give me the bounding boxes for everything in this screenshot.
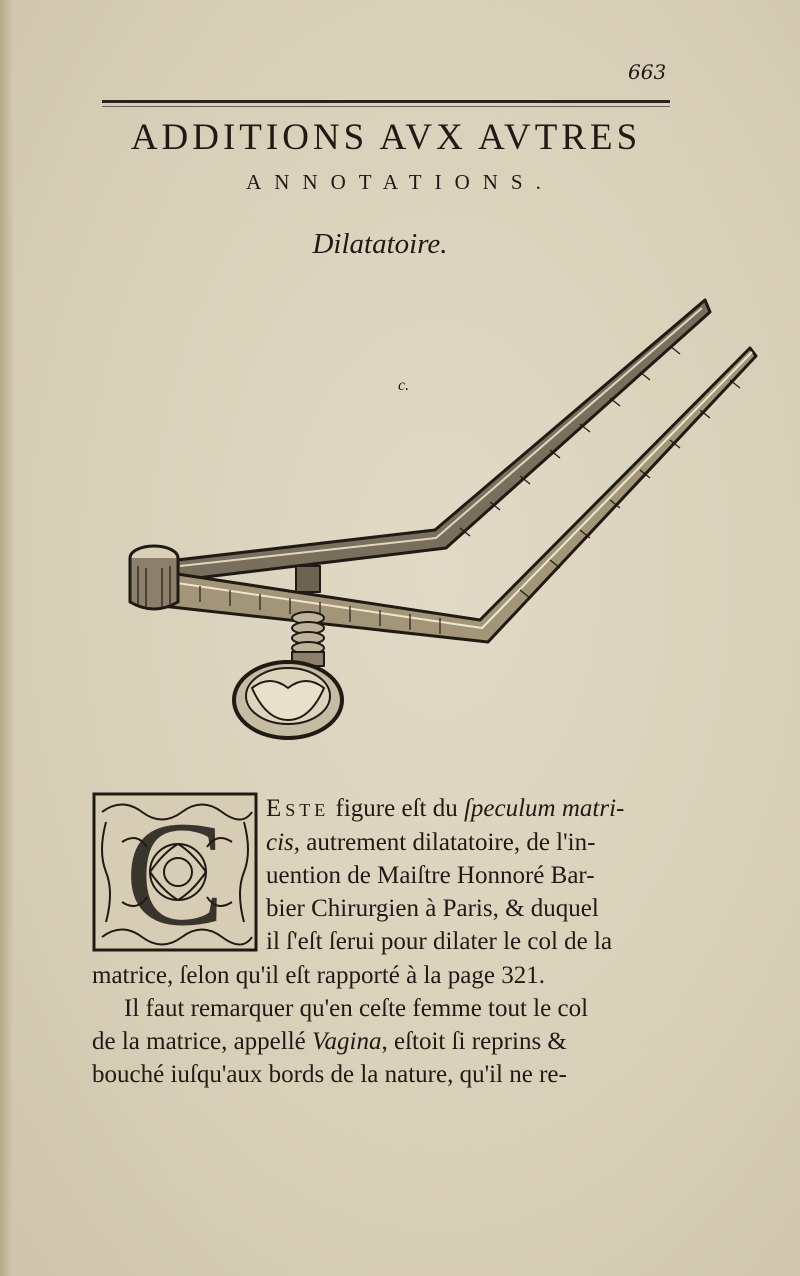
initial-letter: C [124, 792, 226, 952]
header-rule [102, 100, 670, 103]
text-line-7: Il faut remarquer qu'en ceſte femme tout le col [124, 995, 589, 1022]
text-line-3: uention de Maiſtre Honnoré Bar- [266, 862, 595, 889]
figure-title: Dilatatoire. [312, 228, 448, 260]
section-subheading: ANNOTATIONS. [246, 170, 554, 194]
text-line-8 [92, 1029, 567, 1054]
text-line-4: bier Chirurgien à Paris, & duquel [266, 895, 599, 922]
text-span: , eſtoit ſi reprins & [381, 1028, 567, 1055]
text-span: de la matrice, appellé [92, 1028, 313, 1055]
text-span: , autrement dilatatoire, de l'in- [293, 829, 596, 856]
figure-mark: c. [398, 377, 410, 394]
dilator-speculum-woodcut [120, 290, 770, 750]
italic-term: ſpeculum matri- [463, 795, 625, 822]
italic-term: cis [266, 829, 294, 856]
page-spine-shadow [0, 0, 14, 1276]
text-line-6: matrice, ſelon qu'il eſt rapporté à la page 321. [92, 962, 545, 989]
page-number: 663 [628, 60, 667, 84]
ornate-initial-letter [92, 792, 258, 952]
text-line-2 [266, 830, 595, 855]
smallcaps-word: Este [266, 795, 330, 822]
text-span: figure eſt du [329, 795, 464, 822]
text-line-9: bouché iuſqu'aux bords de la nature, qu'il ne re- [92, 1061, 567, 1088]
section-heading: ADDITIONS AVX AVTRES [130, 117, 642, 158]
text-line-1 [266, 796, 624, 821]
italic-term: Vagina [312, 1028, 382, 1055]
text-line-5: il ſ'eſt ſerui pour dilater le col de la [266, 928, 613, 955]
header-rule-thin [102, 106, 670, 107]
